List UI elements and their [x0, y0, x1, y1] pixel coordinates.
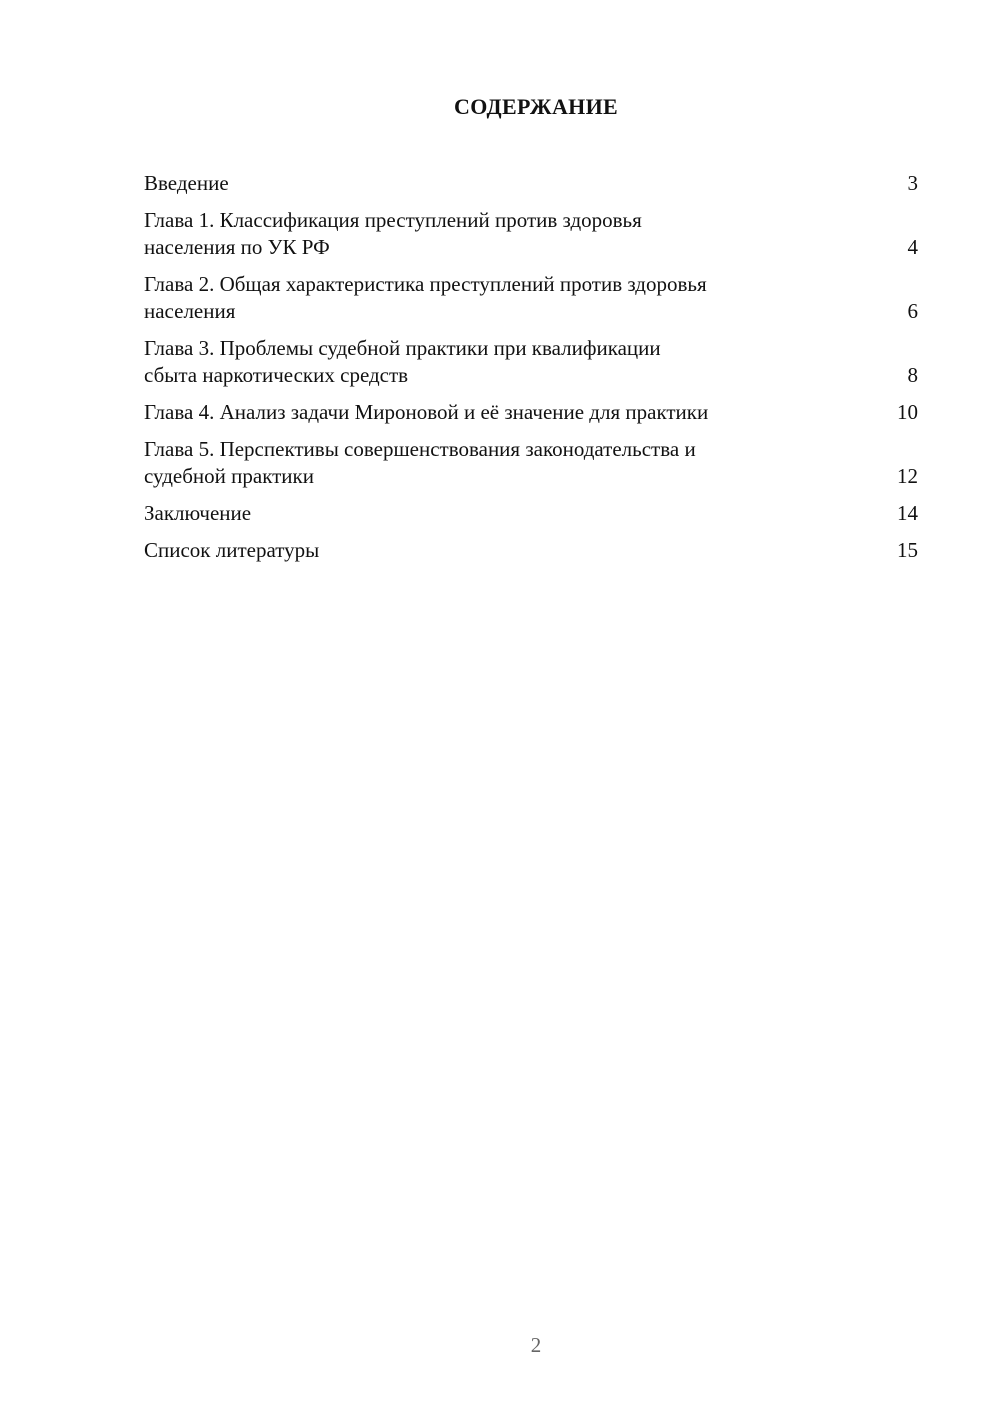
toc-entry-page: 12 — [897, 464, 918, 488]
page-number: 2 — [530, 1333, 542, 1357]
toc-entry-title: Глава 3. Проблемы судебной практики при квалификации сбыта наркотических средств — [144, 336, 661, 387]
toc-entry-title: Глава 1. Классификация преступлений против здоровья населения по УК РФ — [144, 208, 642, 259]
toc-entry-page: 8 — [907, 363, 918, 387]
toc-entry-page: 6 — [907, 299, 918, 323]
toc-entry-title: Глава 2. Общая характеристика преступлений против здоровья населения — [144, 272, 707, 323]
toc-entry-title: Список литературы — [144, 538, 320, 562]
toc-entry-title: Глава 4. Анализ задачи Мироновой и её значение для практики — [144, 400, 709, 424]
toc-entry-chapter-1 — [144, 207, 918, 261]
page-title: СОДЕРЖАНИЕ — [454, 94, 618, 119]
toc-entry-chapter-4 — [144, 399, 918, 426]
toc-entry-page: 3 — [907, 171, 918, 195]
toc-entry-title: Введение — [144, 171, 229, 195]
toc-entry-chapter-2 — [144, 271, 918, 325]
toc-entry-chapter-5 — [144, 436, 918, 490]
toc-entry-page: 4 — [907, 235, 918, 259]
toc-entry-chapter-3 — [144, 335, 918, 389]
toc-entry-page: 14 — [897, 501, 918, 525]
toc-entry-title: Глава 5. Перспективы совершенствования законодательства и судебной практики — [144, 437, 696, 488]
toc-entry-page: 10 — [897, 400, 918, 424]
toc-entry-introduction — [144, 170, 918, 197]
toc-entry-conclusion — [144, 500, 918, 527]
toc-entry-references — [144, 537, 918, 564]
toc-entry-title: Заключение — [144, 501, 252, 525]
table-of-contents — [144, 170, 918, 574]
toc-entry-page: 15 — [897, 538, 918, 562]
